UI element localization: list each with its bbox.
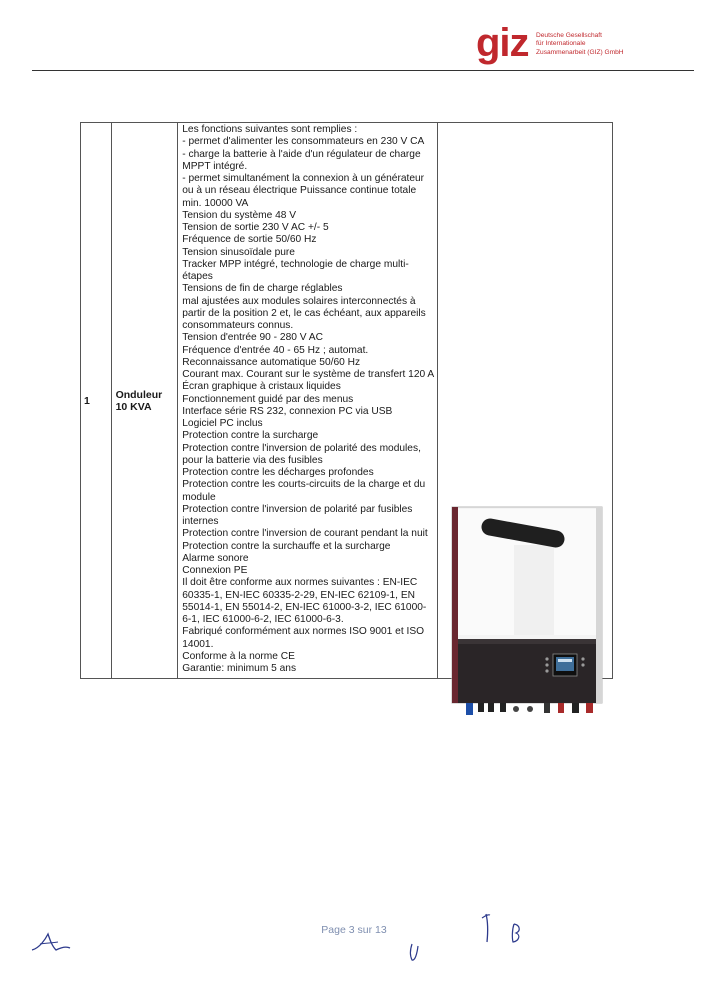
description-line: - charge la batterie à l'aide d'un régulateur de charge MPPT intégré. — [182, 148, 421, 172]
description-line: Garantie: minimum 5 ans — [182, 663, 297, 674]
description-line: Tensions de fin de charge réglables — [182, 283, 343, 295]
description-line: Protection contre l'inversion de polarité des modules, pour la batterie via des fusibles — [182, 442, 421, 466]
org-line: Zusammenarbeit (GIZ) GmbH — [536, 48, 624, 56]
description-line: - permet d'alimenter les consommateurs en 230 V CA — [182, 136, 425, 148]
row-number: 1 — [84, 394, 90, 407]
description-line: Alarme sonore — [182, 552, 249, 564]
description-line: Fabriqué conformément aux normes ISO 9001 et ISO 14001. — [182, 626, 425, 650]
description-line: Fonctionnement guidé par des menus — [182, 393, 354, 405]
description-line: Protection contre l'inversion de courant pendant la nuit — [182, 528, 428, 540]
description-line: Protection contre la surchauffe et la surcharge — [182, 540, 391, 552]
item-name-line: Onduleur — [115, 388, 163, 401]
specification-table — [80, 122, 613, 679]
description-line: Écran graphique à cristaux liquides — [182, 381, 341, 393]
handwritten-initial-middle — [404, 940, 426, 966]
description-line: Il doit être conforme aux normes suivantes : EN-IEC 60335-1, EN-IEC 60335-2-29, EN-IEC 62109-1, EN 55014-1, EN 55014-2, EN-IEC 61000-3-2, IEC 61000-6-1, IEC 61000-6-2, IEC 61000-6-3. — [182, 577, 427, 625]
description-line: Protection contre les décharges profondes — [182, 467, 374, 478]
org-line: für Internationale — [536, 40, 586, 48]
description-line: mal ajustées aux modules solaires interconnectés à partir de la position 2 et, le cas échéant, aux appareils consommateurs connus. — [182, 295, 426, 331]
description-line: Protection contre les courts-circuits de la charge et du module — [182, 479, 426, 503]
description-cell — [178, 123, 437, 679]
logo-mark: giz — [476, 21, 529, 65]
handwritten-signature-right — [476, 910, 528, 952]
organization-name — [536, 32, 696, 57]
item-name-line: 10 KVA — [115, 400, 152, 413]
description-line: Conforme à la norme CE — [182, 650, 295, 662]
inverter-image — [444, 505, 610, 723]
description-line: Tension du système 48 V — [182, 209, 297, 221]
description-line: Connexion PE — [182, 565, 248, 576]
description-line: Tension de sortie 230 V AC +/- 5 — [182, 222, 329, 233]
description-line: Reconnaissance automatique 50/60 Hz — [182, 356, 361, 368]
item-name-cell — [111, 123, 178, 679]
org-line: Deutsche Gesellschaft — [536, 32, 602, 39]
product-image-cell — [437, 123, 612, 679]
description-line: Protection contre la surcharge — [182, 430, 319, 442]
description-line: - permet simultanément la connexion à un générateur ou à un réseau électrique Puissance continue totale min. 10000 VA — [182, 173, 425, 209]
page-number: Page 3 sur 13 — [321, 924, 387, 936]
description-line: Les fonctions suivantes sont remplies : — [182, 124, 358, 135]
description-line: Logiciel PC inclus — [182, 418, 263, 429]
description-line: Tracker MPP intégré, technologie de charge multi-étapes — [182, 258, 409, 282]
row-number-cell — [81, 123, 112, 679]
description-line: Fréquence de sortie 50/60 Hz — [182, 234, 317, 246]
description-line: Fréquence d'entrée 40 - 65 Hz ; automat. — [182, 344, 369, 356]
description-line: Courant max. Courant sur le système de transfert 120 A — [182, 369, 435, 380]
description-line: Tension d'entrée 90 - 280 V AC — [182, 332, 323, 344]
description-line: Protection contre l'inversion de polarité par fusibles internes — [182, 503, 413, 527]
header-divider — [32, 70, 694, 71]
table-row — [81, 123, 613, 679]
handwritten-initial-left — [28, 930, 72, 956]
description-line: Interface série RS 232, connexion PC via USB — [182, 405, 393, 417]
description-line: Tension sinusoïdale pure — [182, 246, 295, 258]
